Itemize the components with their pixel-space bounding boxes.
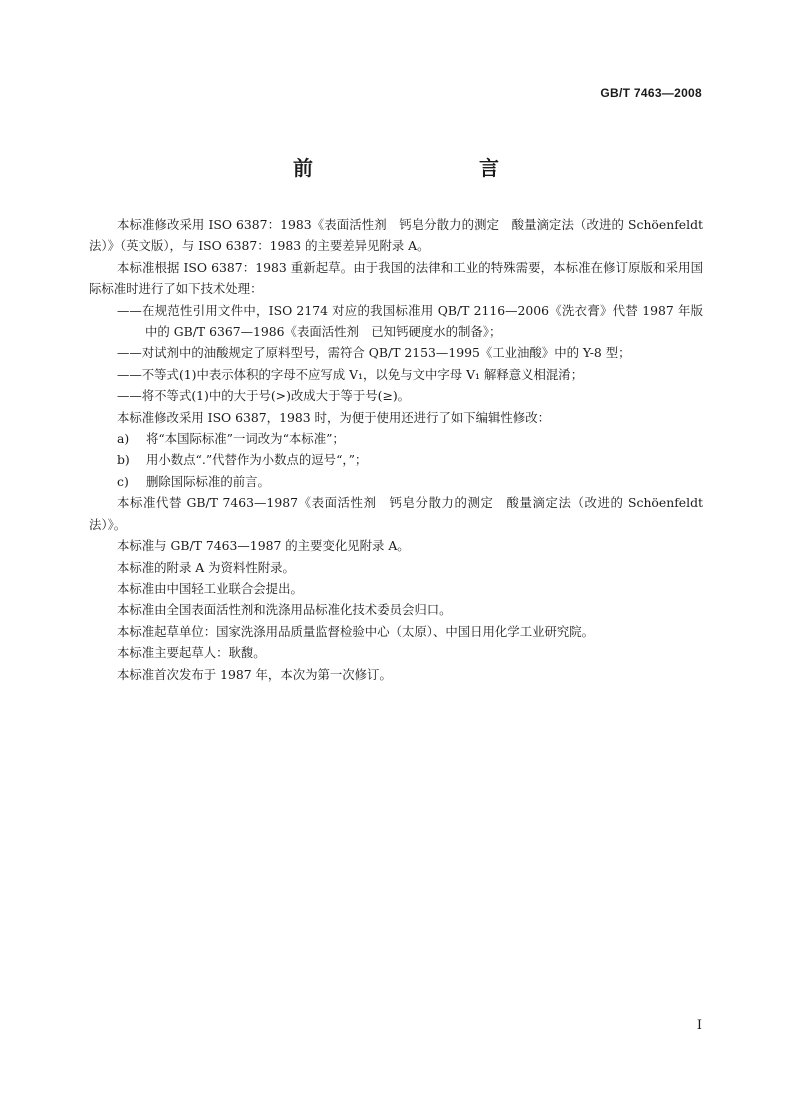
paragraph-history: 本标准首次发布于 1987 年，本次为第一次修订。 xyxy=(117,666,392,682)
editorial-change-item xyxy=(89,471,703,492)
list-item-text: 将“本国际标准”一词改为“本标准”； xyxy=(146,431,345,447)
paragraph-drafters: 本标准主要起草人：耿馥。 xyxy=(117,645,266,661)
foreword-body xyxy=(89,214,703,685)
technical-change-item: ——对试剂中的油酸规定了原料型号，需符合 QB/T 2153—1995《工业油酸》中的 Y-8 型； xyxy=(117,345,631,361)
editorial-change-item xyxy=(89,449,703,470)
standard-code: GB/T 7463—2008 xyxy=(600,86,702,100)
paragraph-technical-changes-intro: 本标准根据 ISO 6387：1983 重新起草。由于我国的法律和工业的特殊需要，本标准在修订原版和采用国际标准时进行了如下技术处理： xyxy=(89,259,703,297)
technical-change-item: ——在规范性引用文件中，ISO 2174 对应的我国标准用 QB/T 2116—2006《洗衣膏》代替 1987 年版中的 GB/T 6367—1986《表面活性剂 已知钙硬度水的制备》； xyxy=(117,302,703,340)
list-item-text: 用小数点“.”代替作为小数点的逗号“，”； xyxy=(146,452,368,468)
paragraph-editorial-changes-intro: 本标准修改采用 ISO 6387，1983 时，为便于使用还进行了如下编辑性修改： xyxy=(117,409,550,425)
technical-change-item: ——不等式(1)中表示体积的字母不应写成 V₁，以免与文中字母 V₁ 解释意义相混淆； xyxy=(117,366,584,382)
list-marker: c) xyxy=(117,473,129,489)
page-number: I xyxy=(696,1018,702,1033)
paragraph-drafting-units: 本标准起草单位：国家洗涤用品质量监督检验中心（太原）、中国日用化学工业研究院。 xyxy=(117,623,595,639)
list-marker: a) xyxy=(117,431,130,447)
list-item-text: 删除国际标准的前言。 xyxy=(146,473,270,489)
paragraph-adoption: 本标准修改采用 ISO 6387：1983《表面活性剂 钙皂分散力的测定 酸量滴定法（改进的 Schöenfeldt 法）》（英文版），与 ISO 6387：1983 的主要差异见附录 A。 xyxy=(89,217,703,254)
paragraph-proposed-by: 本标准由中国轻工业联合会提出。 xyxy=(117,580,303,596)
paragraph-replaces: 本标准代替 GB/T 7463—1987《表面活性剂 钙皂分散力的测定 酸量滴定法（改进的 Schöenfeldt 法）》。 xyxy=(89,495,703,532)
paragraph-under-jurisdiction: 本标准由全国表面活性剂和洗涤用品标准化技术委员会归口。 xyxy=(117,602,452,618)
paragraph-annex: 本标准的附录 A 为资料性附录。 xyxy=(117,559,295,575)
paragraph-main-changes: 本标准与 GB/T 7463—1987 的主要变化见附录 A。 xyxy=(117,538,410,554)
page-title: 前 言 xyxy=(293,156,541,180)
list-marker: b) xyxy=(117,452,130,468)
editorial-change-item xyxy=(89,428,703,449)
technical-change-item: ——将不等式(1)中的大于号(>)改成大于等于号(≥)。 xyxy=(117,388,411,404)
